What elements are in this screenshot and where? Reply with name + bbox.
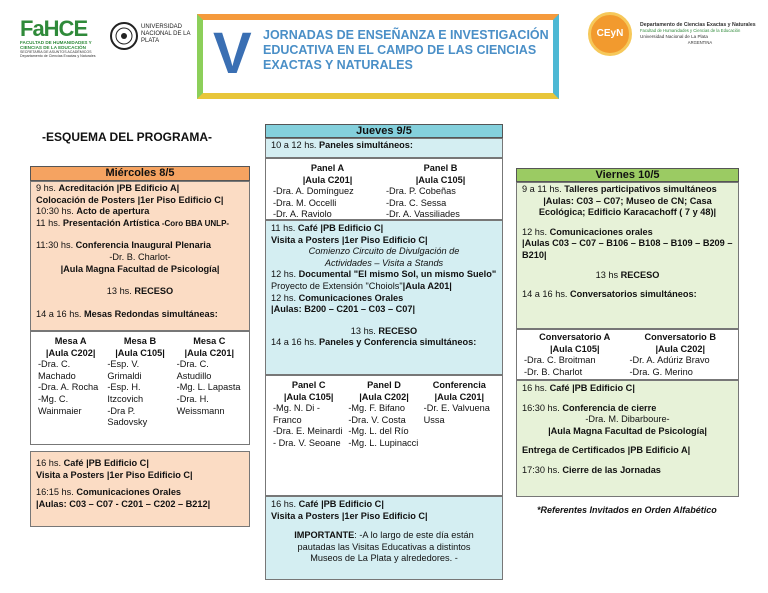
fri-line-11: Entrega de Certificados |PB Edificio A| [522,445,691,456]
thursday-morning-block [265,138,503,158]
ceyn-line-2: Facultad de Humanidades y Ciencias de la Educación [640,28,741,33]
fri-line-7: 16 hs. Café |PB Edificio C| [522,383,635,393]
conversatorio-a [522,332,628,378]
fri-line-2: |Aulas: C03 – C07; Museo de CN; Casa Ecológica; Edificio Karacachoff ( 7 y 48)| [538,195,717,218]
panel-a-people: -Dra. A. Domínguez -Dra. M. Occelli -Dr. A. Raviolo [273,186,354,220]
banner-line-2: EDUCATIVA EN EL CAMPO DE LAS CIENCIAS [263,43,537,57]
mesa-b-title: Mesa B [123,336,157,346]
wed-line-13: |Aulas: C03 – C07 - C201 – C202 – B212| [36,498,211,509]
panel-b [384,163,497,221]
important-text: : -A lo largo de este día están pautadas las Visitas Educativas a distintos Museos de La Plata y alrededores. - [297,530,474,564]
panel-d [346,380,421,450]
mesa-a [36,336,105,429]
wed-line-12: 16:15 hs. Comunicaciones Orales [36,487,182,498]
fri-line-9: -Dra. M. Dibarboure- [585,414,670,425]
program-title: -ESQUEMA DEL PROGRAMA- [42,130,213,144]
panel-d-title: Panel D [367,380,401,390]
wed-line-1: 9 hs. Acreditación |PB Edificio A| [36,183,180,193]
conv-b-title: Conversatorio B [644,332,716,342]
unlp-seal-icon [110,22,138,50]
wed-line-11: Visita a Posters |1er Piso Edificio C| [36,469,193,480]
fri-line-1: 9 a 11 hs. Talleres participativos simultáneos [522,184,717,194]
wed-line-8: 13 hs. RECESO [106,286,174,297]
panel-a-title: Panel A [310,163,345,173]
panel-b-people: -Dra. P. Cobeñas -Dra. C. Sessa -Dr. A. Vassiliades [386,186,460,220]
fahce-sub3: Departamento de Ciencias Exactas y Naturales [20,54,96,58]
panel-a-room: |Aula C201| [302,174,353,185]
ceyn-logo [588,12,758,62]
ceyn-line-4: ARGENTINA [687,40,713,45]
conv-b-people: -Dr. A. Adúriz Bravo -Dra. G. Merino [629,355,710,377]
important-note [271,530,497,565]
wed-line-6: -Dr. B. Charlot- [109,251,171,262]
mesa-b-people: -Esp. V. Grimaldi -Esp. H. Itzcovich -Dra P. Sadovsky [107,359,148,428]
fahce-logo [20,18,106,66]
thu-line-1: 10 a 12 hs. Paneles simultáneos: [271,140,413,150]
thu-line-11: Visita a Posters |1er Piso Edificio C| [271,510,428,521]
conv-a-title: Conversatorio A [539,332,611,342]
thursday-panels-ab [265,158,503,220]
ceyn-line-3: Universidad Nacional de La Plata [640,34,708,39]
fri-line-12: 17:30 hs. Cierre de las Jornadas [522,464,661,475]
conference [422,380,497,450]
thu-line-6: 12 hs. Comunicaciones Orales [271,292,404,303]
conference-room: |Aula C201| [434,391,485,402]
banner-line-3: EXACTAS Y NATURALES [263,58,413,72]
thu-line-2: 11 hs. Café |PB Edificio C| [271,223,384,233]
conference-people: -Dr. E. Valvuena Ussa [423,403,490,425]
wednesday-morning-block [30,181,250,331]
wed-line-4: 11 hs. Presentación Artística -Coro BBA UNLP- [36,217,230,228]
thu-line-4: Comienzo Circuito de Divulgación de Actividades – Visita a Stands [308,246,460,268]
fri-line-8: 16:30 hs. Conferencia de cierre [522,402,657,413]
ceyn-badge-text: CEyN [596,28,624,39]
mesa-a-people: -Dra. C. Machado -Dra. A. Rocha -Mg. C. Wainmaier [38,359,99,416]
wed-line-10: 16 hs. Café |PB Edificio C| [36,458,149,468]
thursday-midday-block [265,220,503,375]
wed-line-3: 10:30 hs. Acto de apertura [36,206,150,217]
friday-header: Viernes 10/5 [516,168,739,182]
ceyn-badge [588,12,632,56]
thu-line-7: |Aulas: B200 – C201 – C03 – C07| [271,304,416,315]
panel-b-room: |Aula C105| [415,174,466,185]
thu-line-5: 12 hs. Documental "El mismo Sol, un mismo Suelo" Proyecto de Extensión "Choiols"|Aula A201| [271,269,497,291]
fahce-sub2: SECRETARÍA DE ASUNTOS ACADÉMICOS [20,50,92,54]
wednesday-roundtables [30,331,250,445]
ceyn-line-1: Departamento de Ciencias Exactas y Naturales [640,22,756,28]
panel-b-title: Panel B [423,163,458,173]
mesa-c [175,336,244,429]
thursday-afternoon-block [265,496,503,580]
mesa-c-people: -Dra. C. Astudillo -Mg. L. Lapasta -Dra. H. Weissmann [176,359,241,416]
wed-line-2: Colocación de Posters |1er Piso Edificio C| [36,194,224,205]
important-label: IMPORTANTE [294,530,355,541]
thu-line-8: 13 hs. RECESO [350,325,418,336]
banner-line-1: JORNADAS DE ENSEÑANZA E INVESTIGACIÓN [263,28,549,42]
fri-line-10: |Aula Magna Facultad de Psicología| [548,425,707,436]
unlp-logo [110,20,190,56]
panel-c-title: Panel C [291,380,326,390]
conv-a-people: -Dra. C. Broitman -Dr. B. Charlot [524,355,596,377]
panel-d-room: |Aula C202| [359,391,409,402]
thursday-panels-cd [265,375,503,496]
wednesday-header: Miércoles 8/5 [30,166,250,181]
thu-line-10: 16 hs. Café |PB Edificio C| [271,499,384,509]
event-banner [197,14,559,99]
mesa-a-title: Mesa A [54,336,87,346]
mesa-b-room: |Aula C105| [115,347,165,358]
panel-d-people: -Mg. F. Bifano -Dra. V. Costa -Mg. L. del Río -Mg. L. Lupinacci [348,403,419,448]
friday-afternoon-block [516,380,739,497]
panel-c-people: -Mg. N. Di -Franco -Dra. E. Meinardi - Dra. V. Seoane [273,403,343,448]
conversatorio-b [628,332,734,378]
thu-line-3: Visita a Posters |1er Piso Edificio C| [271,234,428,245]
fahce-subtitle: FACULTAD DE HUMANIDADES Y CIENCIAS DE LA EDUCACIÓN [20,40,92,50]
panel-a [271,163,384,221]
footnote: *Referentes Invitados en Orden Alfabético [537,505,717,515]
mesa-c-title: Mesa C [193,336,226,346]
panel-c-room: |Aula C105| [283,391,334,402]
friday-morning-block [516,182,739,329]
fri-line-4: |Aulas C03 – C07 – B106 – B108 – B109 – B209 – B210| [522,238,733,260]
conv-b-room: |Aula C202| [655,343,706,354]
banner-numeral: V [213,21,252,86]
unlp-text: UNIVERSIDAD NACIONAL DE LA PLATA [141,24,191,44]
mesa-c-room: |Aula C201| [184,347,235,358]
thu-line-9: 14 a 16 hs. Paneles y Conferencia simultáneos: [271,337,477,348]
wed-line-9: 14 a 16 hs. Mesas Redondas simultáneas: [36,308,218,319]
conv-a-room: |Aula C105| [549,343,600,354]
friday-conversatorios [516,329,739,380]
fri-line-5: 13 hs RECESO [595,269,660,280]
panel-c [271,380,346,450]
wednesday-afternoon-block [30,451,250,527]
conference-title: Conferencia [432,380,486,390]
mesa-a-room: |Aula C202| [45,347,96,358]
fahce-title: FaHCE [20,16,88,41]
fri-line-3: 12 hs. Comunicaciones orales [522,226,653,237]
wed-line-7: |Aula Magna Facultad de Psicología| [60,263,220,274]
mesa-b [105,336,174,429]
wed-line-5: 11:30 hs. Conferencia Inaugural Plenaria [36,240,211,251]
fri-line-6: 14 a 16 hs. Conversatorios simultáneos: [522,289,697,300]
thursday-header: Jueves 9/5 [265,124,503,138]
